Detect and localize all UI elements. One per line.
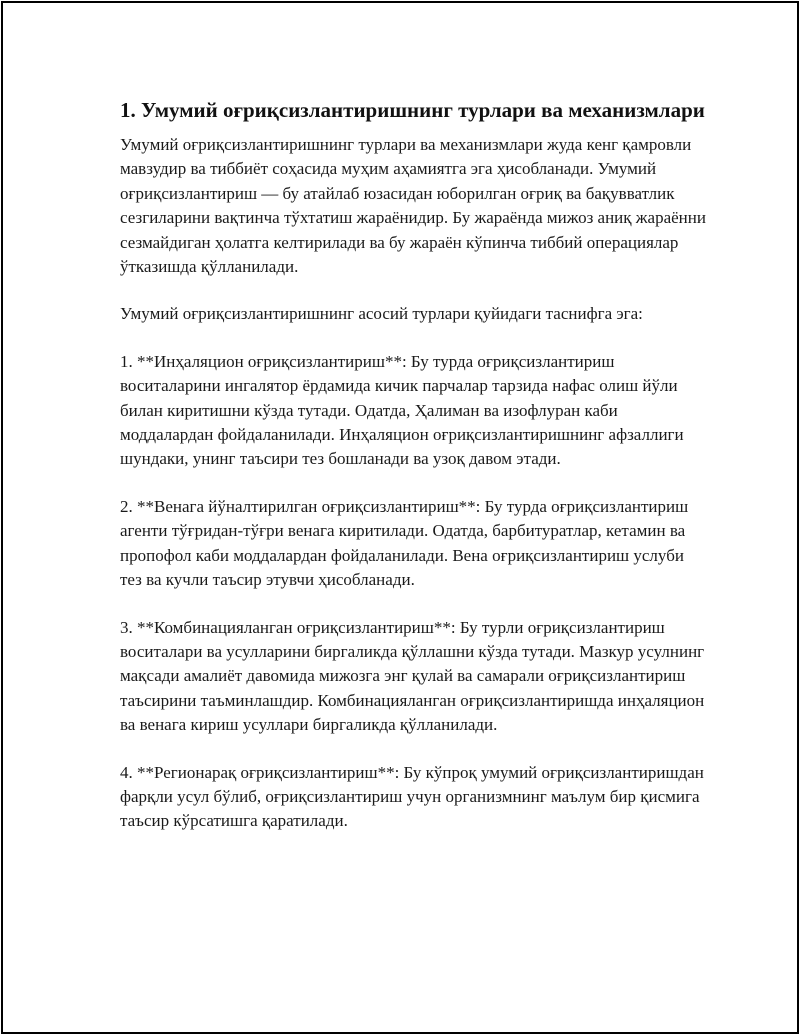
list-item-combined: 3. **Комбинацияланган оғриқсизлантириш**: Бу турли оғриқсизлантириш воситалари ва усулларини биргаликда қўллашни кўзда тутади. Мазкур усулнинг мақсади амалиёт давомида мижозга энг қулай ва самарали оғриқсизлантириш таъсирини таъминлашдир. Комбинацияланган оғриқсизлантиришда инҳаляцион ва венага кириш усуллари биргаликда қўлланилади. xyxy=(120,617,705,735)
list-item-regional: 4. **Регионарақ оғриқсизлантириш**: Бу кўпроқ умумий оғриқсизлантиришдан фарқли усул бўлиб, оғриқсизлантириш учун организмнинг маълум бир қисмига таъсир кўрсатишга қаратилади. xyxy=(120,762,704,831)
document-body xyxy=(120,96,710,857)
section-heading: 1. Умумий оғриқсизлантиришнинг турлари ва механизмлари xyxy=(120,98,705,122)
intro-paragraph: Умумий оғриқсизлантиришнинг турлари ва механизмлари жуда кенг қамровли мавзудир ва тиббиёт соҳасида муҳим аҳамиятга эга ҳисобланади. Умумий оғриқсизлантириш — бу атайлаб юзасидан юборилган оғриқ ва бақувватлик сезгиларини вақтинча тўхтатиш жараёнидир. Бу жараёнда мижоз аниқ жараённи сезмайдиган ҳолатга келтирилади ва бу жараён кўпинча тиббий операциялар ўтказишда қўлланилади. xyxy=(120,135,706,277)
list-item-inhalation: 1. **Инҳаляцион оғриқсизлантириш**: Бу турда оғриқсизлантириш воситаларини ингалятор ёрдамида кичик парчалар тарзида нафас олиш йўли билан киритишни кўзда тутади. Одатда, Ҳалиман ва изофлуран каби моддалардан фойдаланилади. Инҳаляцион оғриқсизлантиришнинг афзаллиги шундаки, унинг таъсири тез бошланади ва узоқ давом этади. xyxy=(120,351,684,469)
document-page xyxy=(1,1,799,1034)
classification-intro-paragraph: Умумий оғриқсизлантиришнинг асосий турлари қуйидаги таснифга эга: xyxy=(120,304,643,324)
list-item-intravenous: 2. **Венага йўналтирилган оғриқсизлантириш**: Бу турда оғриқсизлантириш агенти тўғридан-тўғри венага киритилади. Одатда, барбитуратлар, кетамин ва пропофол каби моддалардан фойдаланилади. Вена оғриқсизлантириш услуби тез ва кучли таъсир этувчи ҳисобланади. xyxy=(120,496,689,590)
